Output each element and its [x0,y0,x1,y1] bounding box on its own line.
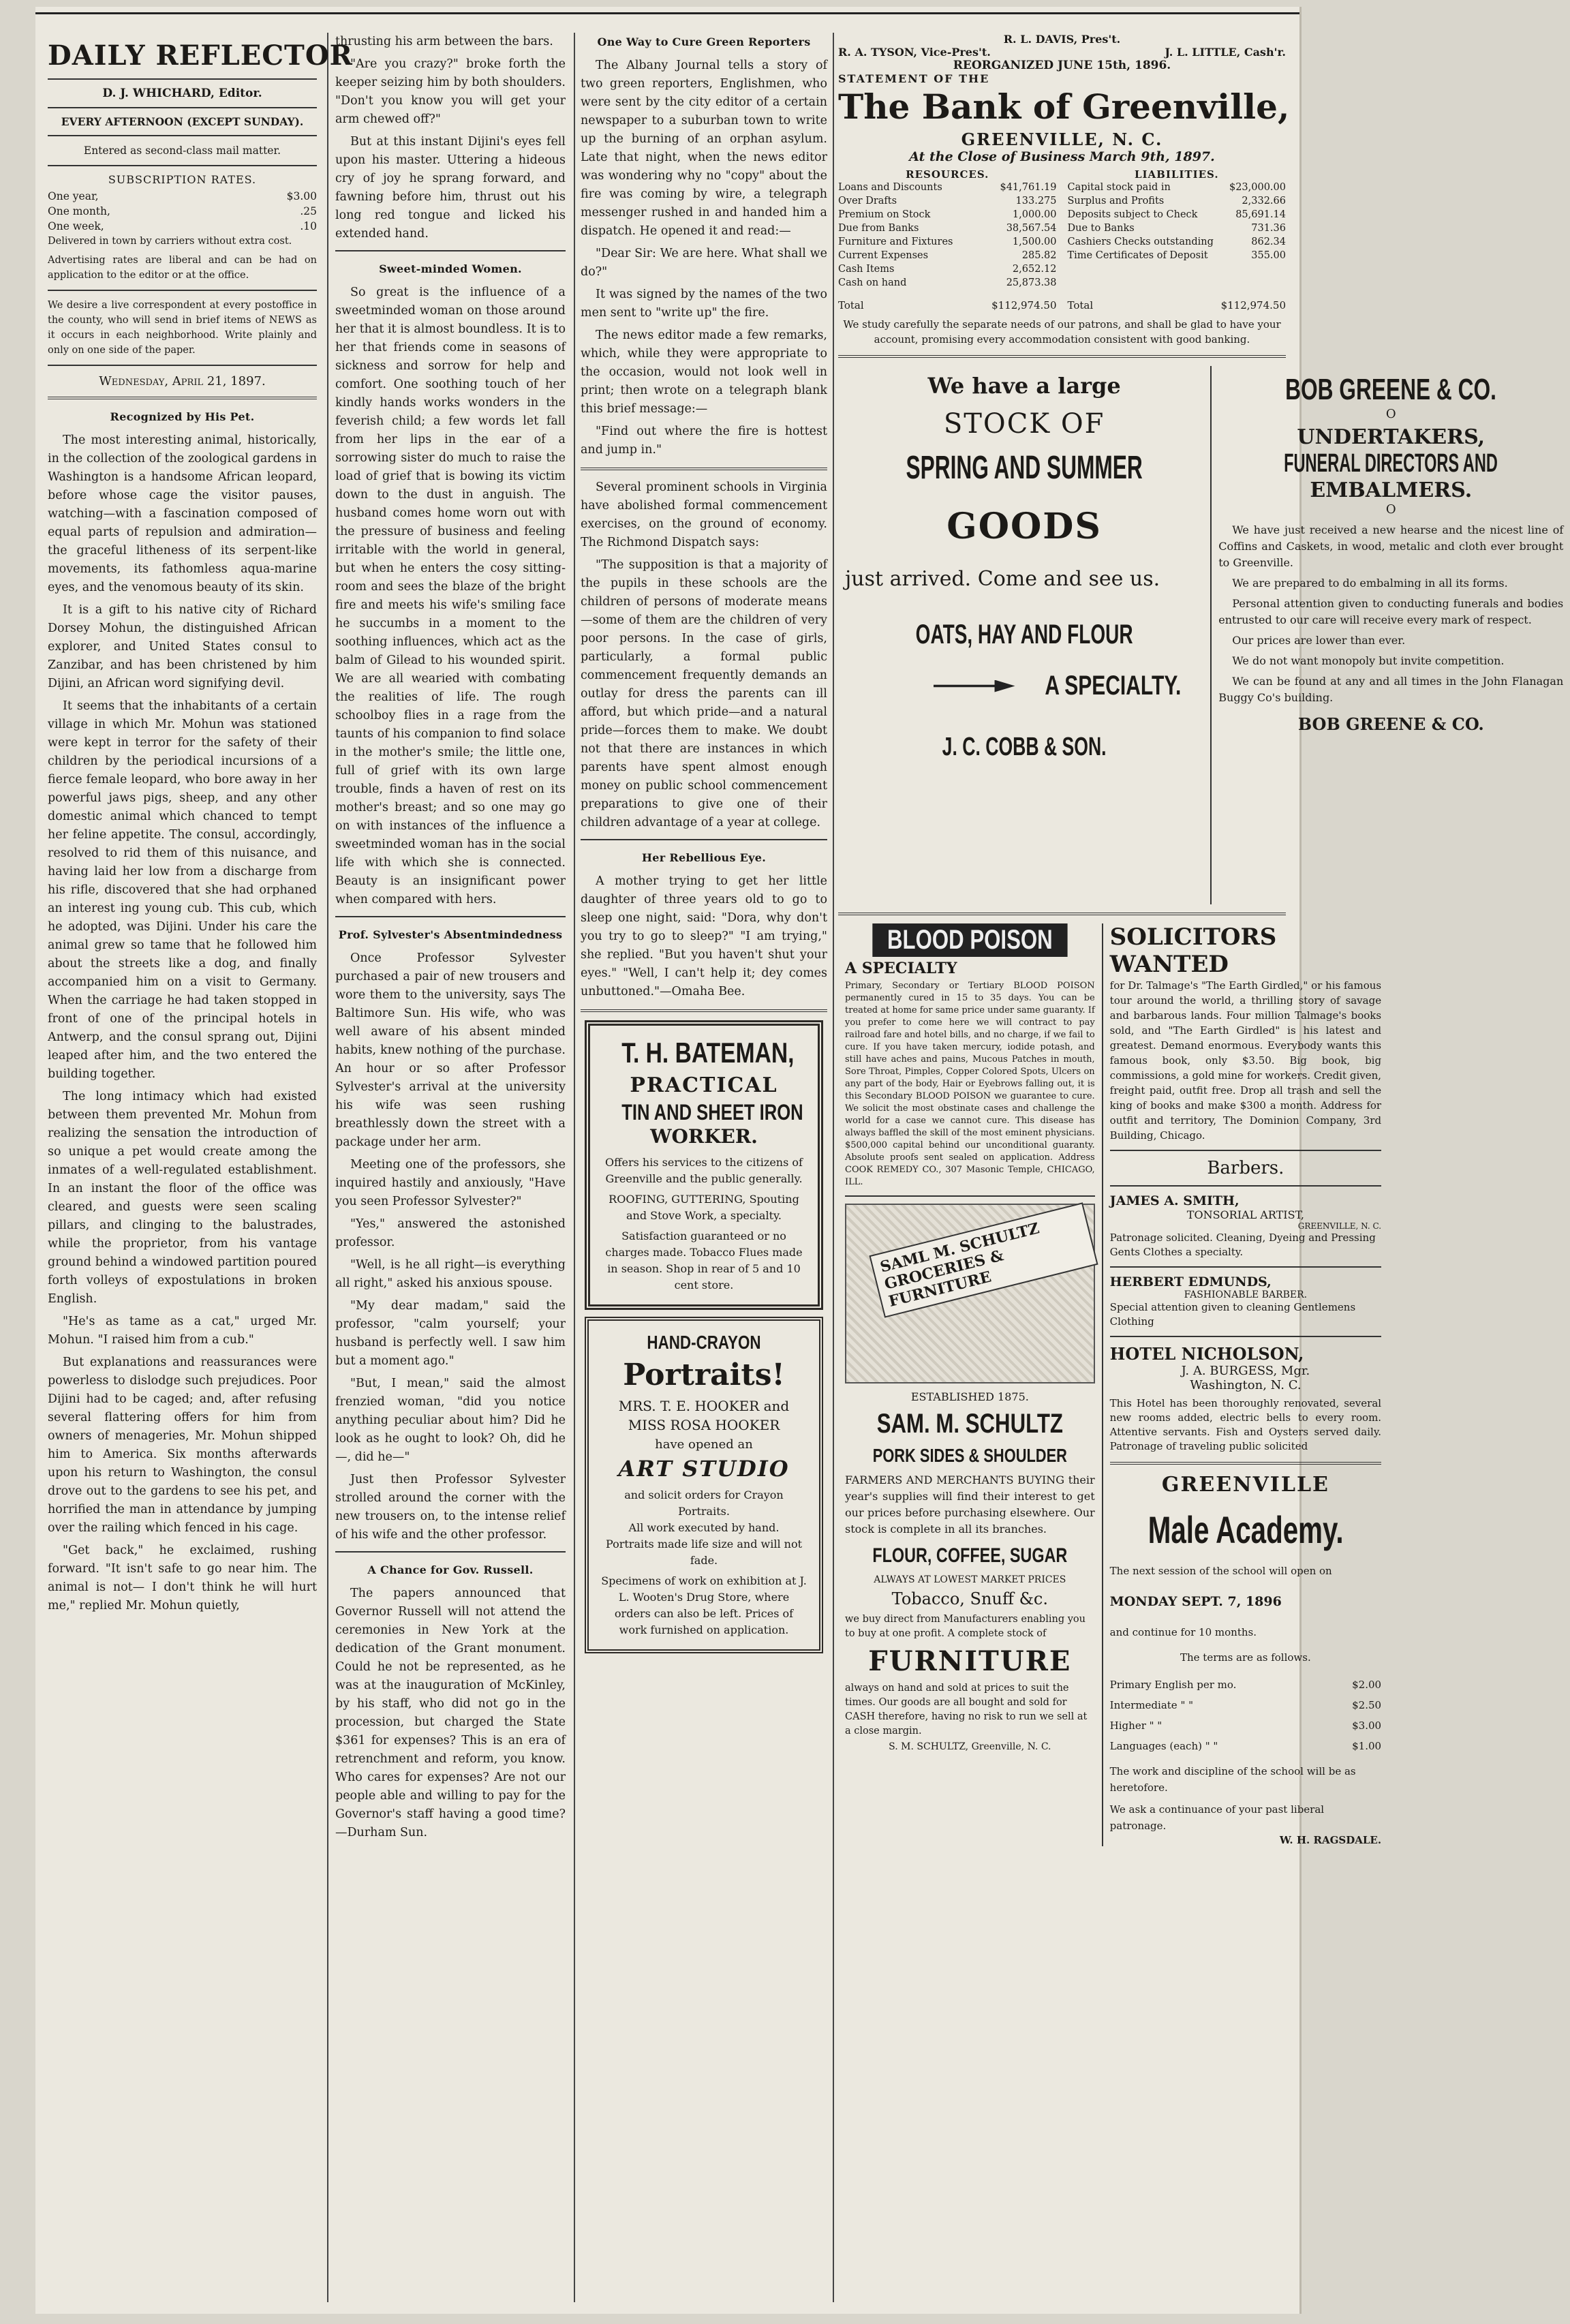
article-title: Recognized by His Pet. [110,410,255,423]
portraits-solicit: and solicit orders for Crayon Portraits. [624,1488,784,1518]
ledger-row: Cashiers Checks outstanding 862.34 [1067,236,1286,247]
article-title: Sweet-minded Women. [379,262,522,275]
hotel-manager: J. A. BURGESS, Mgr. [1181,1364,1310,1378]
article-paragraph: "But, I mean," said the almost frenzied woman, "did you notice anything peculiar about him? Did he look as he ought to look? Oh, did he—, did he—" [335,1377,566,1464]
academy-terms-title: The terms are as follows. [1180,1651,1311,1664]
cobb-oats: OATS, HAY AND FLOUR [915,620,1133,649]
edmunds-text: Special attention given to cleaning Gentlemens Clothing [1109,1301,1356,1328]
greene-embalmers: EMBALMERS. [1310,478,1473,502]
rate-row: One month, .25 [48,205,317,217]
blood-title: BLOOD POISON [872,923,1067,957]
article-paragraph: So great is the influence of a sweetminded woman on those around her that it is almost boundless. It is to her that friends come in seasons of sickness and sorrow for help and comfort. One soothing touch of her kindly hands works wonders in the feverish child; a few words let fall from her lips in the ear of a sorrowing sister do much to raise the load of grief that is bowing its victim down to the dust in anguish. The husband comes home worn out with the pressure of business and feeling irritable with the world in general, but when he enters the cosy sitting-room and sees the blaze of the bright fire and meets his wife's smiling face he succumbs in a moment to the soothing influences, which act as the balm of Gilead to his wounded spirit. We are all wearied with combating the realities of life. The rough schoolboy flies in a rage from the taunts of his companion to find solace in the mother's smile; the little one, full of grief with its own large trouble, finds a haven of rest on its mother's breast; and so one may go on with instances of the influence a sweetminded woman has in the social life with which she is connected. Beauty is an insignificant power when compared with hers. [335,286,566,906]
smith-title: TONSORIAL ARTIST, [1186,1208,1304,1221]
portraits-life: Portraits made life size and will not fade. [605,1538,803,1567]
article-paragraph: "Are you crazy?" broke forth the keeper seizing him by both shoulders. "Don't you know you will get your arm chewed off?" [335,57,566,126]
masthead-title: DAILY REFLECTOR [48,40,353,72]
schultz-direct: we buy direct from Manufacturers enabling you to buy at one profit. A complete stock of [845,1614,1086,1639]
schultz-name: SAM. M. SCHULTZ [876,1409,1063,1439]
article-title: A Chance for Gov. Russell. [367,1563,534,1576]
academy-name: Male Academy. [1148,1508,1344,1551]
article-paragraph: "Well, is he all right—is everything all right," asked his anxious spouse. [335,1258,566,1290]
academy-date: MONDAY SEPT. 7, 1896 [1109,1594,1282,1609]
academy-work: The work and discipline of the school will be as heretofore. [1109,1765,1356,1794]
bateman-offer: Offers his services to the citizens of Greenville and the public generally. [605,1156,803,1185]
article-paragraph: The Albany Journal tells a story of two green reporters, Englishmen, who were sent by the city editor of a certain newspaper to a suburban town to write up the burning of an orphan asylum. Late that night, when the news editor was wondering why no "copy" about the fire was coming by wire, a telegraph messenger rushed in and handed him a dispatch. He opened it and read:— [581,59,827,238]
blood-poison-ad [845,923,1095,1189]
article-paragraph: The papers announced that Governor Russell will not attend the ceremonies in New York at the dedication of the Grant monument. Could he not be represented, as he was at the inauguration of McKinley, by his staff, who did not go in the procession, but charged the State $361 for expenses? This is an era of retrenchment and reform, you know. Who cares for expenses? Are not our people able and willing to pay for the Governor's staff having a good time?—Durham Sun. [335,1587,566,1839]
greene-ad [1210,366,1570,904]
academy-ask: We ask a continuance of your past liberal patronage. [1109,1803,1325,1832]
masthead-editor: D. J. WHICHARD, Editor. [102,87,262,100]
ad-row-1 [838,366,1564,904]
rates-title: SUBSCRIPTION RATES. [108,173,257,186]
edmunds-ad [1110,1274,1381,1329]
schultz-hand: always on hand and sold at prices to suit the times. Our goods are all bought and sold for CASH therefore, having no risk to run we sell at a close margin. [845,1683,1088,1737]
bateman-guarantee: Satisfaction guaranteed or no charges made. Tobacco Flues made in season. Shop in rear of 5 and 10 cent store. [605,1229,803,1291]
portraits-hand: All work executed by hand. [628,1521,780,1534]
greene-paragraph: We can be found at any and all times in the John Flanagan Buggy Co's building. [1218,675,1564,704]
cobb-firm: J. C. COBB & SON. [942,733,1107,761]
ledger-row: Due from Banks 38,567.54 [838,223,1057,234]
resources-total: Total $112,974.50 [838,299,1057,311]
blood-text: Primary, Secondary or Tertiary BLOOD POISON permanently cured in 15 to 35 days. You can be treated at home for same price under same guaranty. If you prefer to come here we will contract to pay railroad fare and hotel bills, and no charge, if we fail to cure. If you have taken mercury, iodide potash, and still have aches and pains, Mucous Patches in mouth, Sore Throat, Pimples, Copper Colored Spots, Ulcers on any part of the body, Hair or Eyebrows falling out, it is this Secondary BLOOD POISON we guarantee to cure. We solicit the most obstinate cases and challenge the world for a case we cannot cure. This disease has always baffled the skill of the most eminent physicians. $500,000 capital behind our unconditional guaranty. Absolute proofs sent sealed on application. Address COOK REMEDY CO., 307 Masonic Temple, CHICAGO, ILL. [845,981,1095,1187]
ledger-row: Premium on Stock 1,000.00 [838,209,1057,220]
resources [838,168,1057,311]
cobb-arrived: just arrived. Come and see us. [845,567,1160,591]
masthead-schedule: EVERY AFTERNOON (EXCEPT SUNDAY). [61,115,304,128]
ledger-row: Furniture and Fixtures 1,500.00 [838,236,1057,247]
top-rule [35,12,1299,14]
academy-city: GREENVILLE [1161,1473,1329,1497]
liabilities [1068,168,1287,311]
portraits-studio: ART STUDIO [618,1456,790,1482]
ad-row-2 [838,923,1382,1846]
greene-paragraph: We have just received a new hearse and the nicest line of Coffins and Caskets, in wood, metalic and cloth ever brought to Greenville. [1218,523,1564,569]
schultz-signature: S. M. SCHULTZ, Greenville, N. C. [889,1741,1051,1752]
smith-ad [1110,1193,1381,1259]
liabilities-title: LIABILITIES. [1134,168,1219,181]
schultz-store-illustration [845,1204,1095,1383]
greene-funeral: FUNERAL DIRECTORS AND [1284,449,1498,478]
schultz-tobacco: Tobacco, Snuff &c. [891,1589,1048,1608]
academy-next: The next session of the school will open on [1109,1565,1332,1577]
greene-paragraph: We do not want monopoly but invite competition. [1232,654,1505,667]
correspondent-notice: We desire a live correspondent at every postoffice in the county, who will send in brief items of NEWS as it occurs in each neighborhood. Write plainly and only on one side of the paper. [48,300,317,356]
column-rule [833,33,834,2302]
bank-president: R. L. DAVIS, Pres't. [1003,33,1121,46]
academy-ad [1110,1473,1381,1846]
rates-table [48,189,317,234]
academy-signature: W. H. RAGSDALE. [1279,1834,1382,1846]
schultz-established: ESTABLISHED 1875. [910,1390,1029,1403]
article-paragraph: A mother trying to get her little daughter of three years old to go to sleep one night, said: "Dora, why don't you try to go to sleep?" "I am trying," she replied. "But you haven't shut your eyes." "Well, I can't help it; dey comes unbuttoned."—Omaha Bee. [581,874,827,998]
ledger-row: Over Drafts 133.275 [838,196,1057,207]
rate-row: One year, $3.00 [48,190,317,202]
portraits-specimens: Specimens of work on exhibition at J. L. Wooten's Drug Store, where orders can also be left. Prices of work furnished on application. [601,1574,807,1636]
bank-ledger [838,168,1286,311]
portraits-line1: HAND-CRAYON [647,1332,761,1353]
ledger-row: Current Expenses 285.82 [838,250,1057,261]
schultz-furniture: FURNITURE [868,1645,1072,1677]
greene-paragraph: We are prepared to do embalming in all its forms. [1232,577,1508,590]
ledger-row: Cash on hand 25,873.38 [838,277,1057,288]
portraits-line2: Portraits! [623,1358,785,1392]
term-row: Primary English per mo. $2.00 [1109,1679,1382,1691]
ledger-row: Capital stock paid in $23,000.00 [1067,182,1286,193]
column-rule [574,33,575,2302]
bateman-services: ROOFING, GUTTERING, Spouting and Stove Work, a specialty. [609,1193,799,1222]
cobb-stock: STOCK OF [943,408,1105,440]
bank-ad [838,33,1290,347]
article-title: Prof. Sylvester's Absentmindedness [338,928,563,941]
greene-name: BOB GREENE & CO. [1285,373,1497,406]
bank-vice-president: R. A. TYSON, Vice-Pres't. [838,46,991,59]
greene-ornament: O [1385,407,1396,421]
bank-statement: STATEMENT OF THE [838,72,990,85]
ad-col-right [1102,923,1388,1846]
bank-name: The Bank of Greenville, [838,87,1290,127]
bateman-trade: TIN AND SHEET IRON [621,1100,803,1125]
bateman-practical: PRACTICAL [630,1073,778,1097]
article-paragraph: "Dear Sir: We are here. What shall we do?" [581,247,827,279]
bank-reorganized: REORGANIZED JUNE 15th, 1896. [953,59,1171,72]
cobb-ad [838,366,1210,904]
ledger-row: Cash Items 2,652.12 [838,264,1057,275]
delivery-notice: Delivered in town by carriers without extra cost. [48,236,292,247]
barbers-title: Barbers. [1207,1158,1284,1178]
article-paragraph: "My dear madam," said the professor, "calm yourself; your husband is perfectly well. I saw him but a moment ago." [335,1299,566,1368]
cobb-goods: GOODS [946,506,1102,547]
bank-cashier: J. L. LITTLE, Cash'r. [1165,46,1286,59]
cobb-spring: SPRING AND SUMMER [906,450,1143,486]
hotel-city: Washington, N. C. [1190,1378,1302,1392]
academy-continue: and continue for 10 months. [1109,1626,1257,1638]
hotel-text: This Hotel has been thoroughly renovated, several new rooms added, electric bells to every room. Attentive servants. Fish and Oysters served daily. Patronage of traveling public solicited [1109,1397,1382,1452]
term-row: Languages (each) " " $1.00 [1109,1740,1382,1752]
schultz-always: ALWAYS AT LOWEST MARKET PRICES [874,1574,1066,1585]
cobb-have: We have a large [927,373,1121,399]
article-paragraph: It is a gift to his native city of Richard Dorsey Mohun, the distinguished African explorer, and United States consul to Zanzibar, and has been christened by him Dijini, an African word signifying devil. [48,603,317,690]
article-paragraph: The news editor made a few remarks, which, while they were appropriate to the occasion, would not look well in print; then wrote on a telegraph blank this brief message:— [581,328,827,416]
rate-row: One week, .10 [48,220,317,232]
ledger-row: Surplus and Profits 2,332.66 [1067,196,1286,207]
advertising-notice: Advertising rates are liberal and can be had on application to the editor or at the office. [48,255,317,281]
ledger-row: Deposits subject to Check 85,691.14 [1067,209,1286,220]
solicitors-ad [1110,923,1381,1143]
blood-sub: A SPECIALTY [845,960,957,977]
column-4 [838,33,1564,1846]
hand-pointer-icon [934,680,1015,692]
ledger-row: Time Certificates of Deposit 355.00 [1067,250,1286,261]
bateman-worker: WORKER. [650,1125,758,1148]
article-paragraph: Meeting one of the professors, she inquired hastily and anxiously, "Have you seen Professor Sylvester?" [335,1158,566,1208]
bateman-name: T. H. BATEMAN, [621,1037,795,1069]
article-title: Her Rebellious Eye. [641,851,767,864]
column-1 [48,33,353,1619]
smith-city: GREENVILLE, N. C. [1297,1221,1382,1231]
newspaper-page [35,7,1564,2314]
liabilities-total: Total $112,974.50 [1067,299,1286,311]
column-3 [581,33,827,1660]
term-row: Intermediate " " $2.50 [1109,1699,1382,1711]
article-paragraph: Once Professor Sylvester purchased a pair of new trousers and wore them to the university, says The Baltimore Sun. His wife, who was well aware of his absent minded habits, knew nothing of the purchase. An hour or so after Professor Sylvester's arrival at the university his wife was seen rushing breathlessly down the street with a package under her arm. [335,951,566,1149]
article-paragraph: thrusting his arm between the bars. [335,35,553,48]
term-row: Higher " " $3.00 [1109,1719,1382,1732]
schultz-pork: PORK SIDES & SHOULDER [872,1445,1067,1466]
schultz-flour: FLOUR, COFFEE, SUGAR [872,1544,1068,1567]
article-paragraph: The most interesting animal, historically, in the collection of the zoological gardens in Washington is a handsome African leopard, before whose cage the visitor pauses, watching—with a fascination composed of equal parts of repulsion and admiration—the graceful litheness of its serpent-like movements, its fathomless aqua-marine eyes, and the venomous beauty of its skin. [48,433,317,594]
article-paragraph: It seems that the inhabitants of a certain village in which Mr. Mohun was stationed were kept in terror for the safety of their children by the periodical incursions of a fierce female leopard, who bore away in her powerful jaws pigs, sheep, and any other domestic animal which chanced to tempt her feline appetite. The consul, accordingly, resolved to rid them of this nuisance, and having laid her low from a discharge from his rifle, discovered that she had orphaned an interest ing young cub. This cub, which he adopted, was Dijini. Under his care the animal grew so tame that he followed him about the streets like a dog, and finally accompanied him on a visit to Germany. When the carriage he had taken stopped in front of one of the principal hotels in Antwerp, and the consul sprang out, Dijini leaped after him, and the two entered the building together. [48,699,317,1081]
smith-name: JAMES A. SMITH, [1109,1193,1240,1208]
portraits-opened: have opened an [655,1437,753,1452]
bank-close: At the Close of Business March 9th, 1897. [909,149,1215,164]
ledger-row: Due to Banks 731.36 [1067,223,1286,234]
column-2 [335,33,566,1846]
edmunds-title: FASHIONABLE BARBER. [1184,1289,1308,1300]
bank-city: GREENVILLE, N. C. [961,129,1163,149]
article-paragraph: Just then Professor Sylvester strolled around the corner with the new trousers on, to the intense relief of his wife and the other professor. [335,1473,566,1542]
issue-date: Wednesday, April 21, 1897. [99,374,266,388]
hotel-ad [1110,1344,1381,1454]
bank-note: We study carefully the separate needs of our patrons, and shall be glad to have your account, promising every accommodation consistent with good banking. [843,318,1281,346]
solicitors-text: for Dr. Talmage's "The Earth Girdled," or his famous tour around the world, a thrilling story of savage and barbarous lands. Four million Talmage's books sold, and "The Earth Girdled" is his latest and greatest. Demand enormous. Everybody wants this famous book, only $3.50. Big book, big commissions, a gold mine for workers. Credit given, freight paid, outfit free. Drop all trash and sell the king of books and make $300 a month. Address for outfit and territory, The Dominion Company, 3rd Building, Chicago. [1109,979,1382,1142]
store-sign: SAML M. SCHULTZ GROCERIES & FURNITURE [869,1202,1098,1317]
greene-ornament: O [1385,502,1396,517]
greene-paragraph: Personal attention given to conducting funerals and bodies entrusted to our care will receive every mark of respect. [1218,597,1564,626]
article-paragraph: "Get back," he exclaimed, rushing forward. "It isn't safe to go near him. The animal is not— I don't think he will hurt me," replied Mr. Mohun quietly, [48,1544,317,1612]
cobb-specialty: A SPECIALTY. [1044,671,1181,701]
mail-notice: Entered as second-class mail matter. [83,144,281,157]
bateman-ad [585,1020,823,1310]
article-paragraph: "He's as tame as a cat," urged Mr. Mohun. "I raised him from a cub." [48,1315,317,1347]
resources-title: RESOURCES. [906,168,989,181]
portraits-names: MRS. T. E. HOOKER and MISS ROSA HOOKER [618,1398,790,1433]
article-paragraph: The long intimacy which had existed between them prevented Mr. Mohun from realizing the sensation the introduction of so unique a pet would create among the inmates of a well-regulated establishment. In an instant the floor of the office was cleared, and guests were seen scaling pillars, and clinging to the balustrades, while the proprietor, from his vantage ground behind a windowed partition poured forth volleys of expostulations in broken English. [48,1090,317,1306]
article-paragraph: Several prominent schools in Virginia have abolished formal commencement exercises, on the ground of economy. The Richmond Dispatch says: [581,480,827,549]
article-paragraph: But at this instant Dijini's eyes fell upon his master. Uttering a hideous cry of joy he sprang forward, and fawning before him, thrust out his long red tongue and licked his extended hand. [335,135,566,241]
portraits-ad [585,1317,823,1653]
ledger-row: Loans and Discounts $41,761.19 [838,182,1057,193]
article-paragraph: "Find out where the fire is hottest and jump in." [581,425,827,457]
column-rule [327,33,328,2302]
hotel-name: HOTEL NICHOLSON, [1109,1344,1304,1364]
schultz-text: FARMERS AND MERCHANTS BUYING their year's supplies will find their interest to get our prices before purchasing elsewhere. Our stock is complete in all its branches. [845,1473,1095,1535]
article-paragraph: "Yes," answered the astonished professor. [335,1217,566,1249]
article-paragraph: But explanations and reassurances were powerless to dislodge such prejudices. Poor Dijini had to be caged; and, after refusing several flattering offers for him from owners of menageries, Mr. Mohun shipped him to America. Six months afterwards upon his return to Washington, the consul drove out to the gardens to see his pet, and horrified the man in attendance by jumping over the railing which fenced in his cage. [48,1356,317,1535]
greene-undertakers: UNDERTAKERS, [1297,425,1486,449]
edmunds-name: HERBERT EDMUNDS, [1109,1274,1272,1289]
article-paragraph: It was signed by the names of the two men sent to "write up" the fire. [581,288,827,320]
greene-sign: BOB GREENE & CO. [1297,714,1484,734]
article-title: One Way to Cure Green Reporters [597,35,811,48]
greene-paragraph: Our prices are lower than ever. [1232,634,1406,647]
solicitors-head: SOLICITORS WANTED [1109,923,1277,978]
smith-text: Patronage solicited. Cleaning, Dyeing and Pressing Gents Clothes a specialty. [1109,1232,1376,1258]
ad-col-left [838,923,1102,1846]
article-paragraph: "The supposition is that a majority of the pupils in these schools are the children of persons of moderate means—some of them are the children of very poor persons. In the case of girls, particularly, a formal public commencement frequently demands an outlay for dress the parents can ill afford, but which pride—and a natural pride—forces them to make. We doubt not that there are instances in which parents have spent almost enough money on public school commencement preparations to give one of their children advantage of a year at college. [581,558,827,829]
